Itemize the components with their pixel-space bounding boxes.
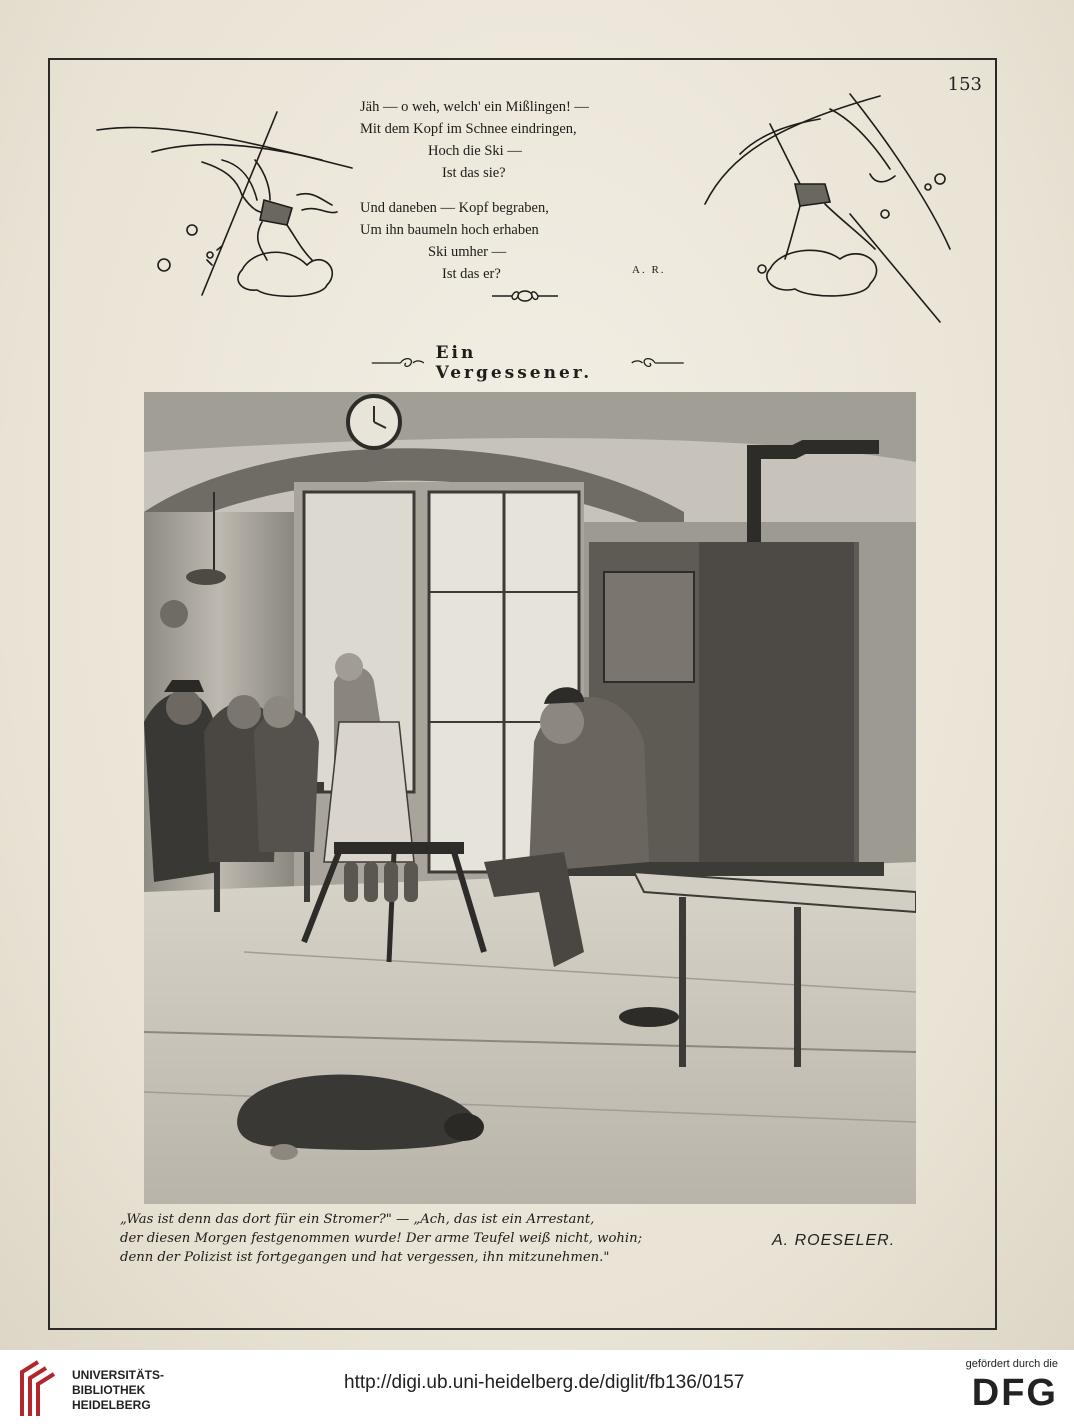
page-number: 153 (947, 74, 982, 95)
university-library-logo-icon[interactable] (18, 1360, 58, 1418)
poem-line: Ski umher — (428, 244, 507, 260)
viewer-footer (0, 1350, 1074, 1428)
caption-line: denn der Polizist ist fortgegangen und hat vergessen, ihn mitzunehmen." (120, 1250, 610, 1265)
library-name-line: HEIDELBERG (72, 1398, 151, 1412)
tavern-illustration (144, 392, 916, 1204)
poem-signature: A. R. (632, 264, 666, 276)
poem-line: Mit dem Kopf im Schnee eindringen, (360, 121, 577, 137)
poem-stanza-1 (360, 96, 680, 184)
caption-line: der diesen Morgen festgenommen wurde! Der arme Teufel weiß nicht, wohin; (120, 1231, 643, 1246)
permalink-url[interactable]: http://digi.ub.uni-heidelberg.de/diglit/fb136/0157 (344, 1372, 745, 1393)
poem (360, 96, 680, 298)
poem-line: Hoch die Ski — (428, 143, 522, 159)
poem-line: Um ihn baumeln hoch erhaben (360, 222, 539, 238)
poem-line: Jäh — o weh, welch' ein Mißlingen! — (360, 99, 589, 115)
poem-line: Ist das er? (442, 266, 501, 282)
right-skier-illustration (700, 84, 960, 329)
artist-signature: A. ROESELER. (772, 1232, 896, 1249)
article-title: Ein Vergessener. (435, 343, 593, 383)
funded-by-text: gefördert durch die (965, 1358, 1058, 1370)
title-ornament-left-icon (370, 355, 426, 371)
library-name-line: BIBLIOTHEK (72, 1383, 146, 1397)
illustration-caption (120, 1210, 730, 1267)
funder-block[interactable] (966, 1358, 1058, 1416)
ornament-divider-icon (490, 288, 560, 304)
poem-line: Und daneben — Kopf begraben, (360, 200, 549, 216)
dfg-logo: DFG (971, 1372, 1058, 1414)
caption-line: „Was ist denn das dort für ein Stromer?" — „Ach, das ist ein Arrestant, (120, 1212, 595, 1227)
library-name[interactable] (72, 1368, 164, 1413)
library-name-line: UNIVERSITÄTS- (72, 1368, 165, 1382)
article-title-row (370, 343, 686, 383)
left-skier-illustration (92, 100, 362, 305)
poem-line: Ist das sie? (442, 165, 506, 181)
title-ornament-right-icon (630, 355, 686, 371)
